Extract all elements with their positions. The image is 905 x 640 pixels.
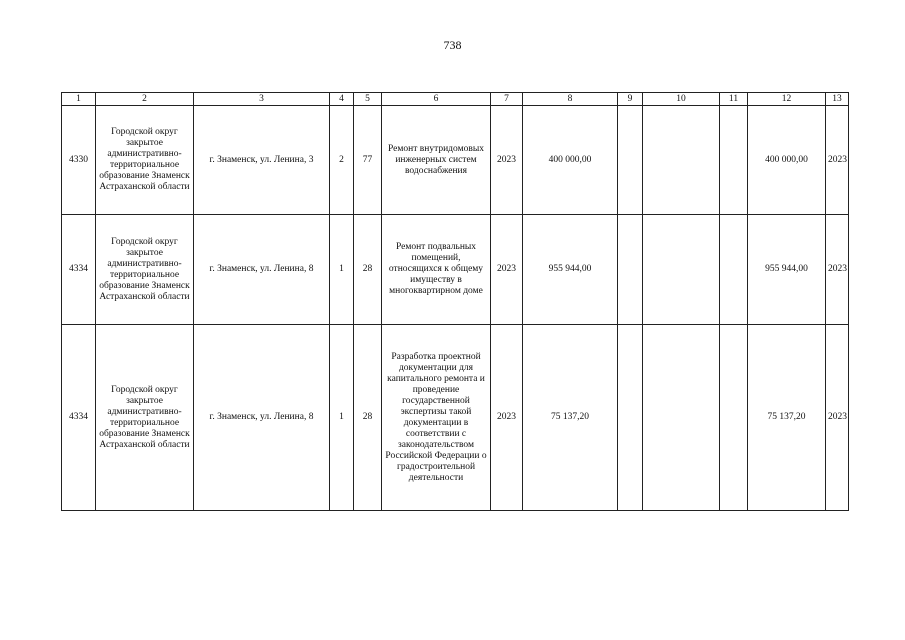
- total-cost-cell: 400 000,00: [523, 106, 618, 215]
- col-9-cell: [618, 106, 643, 215]
- row-number-cell: 4334: [62, 215, 96, 325]
- col-4-cell: 2: [330, 106, 354, 215]
- cost-cell: 955 944,00: [748, 215, 826, 325]
- col-10-cell: [643, 106, 720, 215]
- column-header-13: 13: [826, 93, 849, 106]
- total-cost-cell: 75 137,20: [523, 325, 618, 511]
- address-cell: г. Знаменск, ул. Ленина, 8: [194, 325, 330, 511]
- column-header-10: 10: [643, 93, 720, 106]
- col-4-cell: 1: [330, 215, 354, 325]
- work-type-cell: Разработка проектной документации для капитального ремонта и проведение государственной экспертизы такой документации в соответствии с законодательством Российской Федерации о градостроительной деятельности: [382, 325, 491, 511]
- work-type-cell: Ремонт подвальных помещений, относящихся к общему имуществу в многоквартирном доме: [382, 215, 491, 325]
- col-11-cell: [720, 325, 748, 511]
- table-row: [62, 106, 849, 215]
- column-header-8: 8: [523, 93, 618, 106]
- address-cell: г. Знаменск, ул. Ленина, 8: [194, 215, 330, 325]
- year-cell: 2023: [491, 106, 523, 215]
- year-end-cell: 2023: [826, 215, 849, 325]
- row-number-cell: 4330: [62, 106, 96, 215]
- col-11-cell: [720, 106, 748, 215]
- column-header-7: 7: [491, 93, 523, 106]
- page-number: 738: [443, 38, 462, 52]
- col-10-cell: [643, 215, 720, 325]
- table-row: [62, 215, 849, 325]
- col-5-cell: 77: [354, 106, 382, 215]
- register-table: [61, 92, 849, 511]
- column-header-6: 6: [382, 93, 491, 106]
- year-end-cell: 2023: [826, 106, 849, 215]
- col-5-cell: 28: [354, 215, 382, 325]
- year-cell: 2023: [491, 325, 523, 511]
- column-header-9: 9: [618, 93, 643, 106]
- column-header-4: 4: [330, 93, 354, 106]
- column-header-5: 5: [354, 93, 382, 106]
- municipality-cell: Городской округ закрытое административно-территориальное образование Знаменск Астраханской области: [96, 215, 194, 325]
- col-11-cell: [720, 215, 748, 325]
- total-cost-cell: 955 944,00: [523, 215, 618, 325]
- col-10-cell: [643, 325, 720, 511]
- municipality-cell: Городской округ закрытое административно-территориальное образование Знаменск Астраханской области: [96, 106, 194, 215]
- column-header-2: 2: [96, 93, 194, 106]
- row-number-cell: 4334: [62, 325, 96, 511]
- table-row: [62, 325, 849, 511]
- header-row: [62, 93, 849, 106]
- year-end-cell: 2023: [826, 325, 849, 511]
- work-type-cell: Ремонт внутридомовых инженерных систем водоснабжения: [382, 106, 491, 215]
- column-header-3: 3: [194, 93, 330, 106]
- col-9-cell: [618, 215, 643, 325]
- column-header-12: 12: [748, 93, 826, 106]
- municipality-cell: Городской округ закрытое административно-территориальное образование Знаменск Астраханской области: [96, 325, 194, 511]
- column-header-1: 1: [62, 93, 96, 106]
- column-header-11: 11: [720, 93, 748, 106]
- col-9-cell: [618, 325, 643, 511]
- cost-cell: 400 000,00: [748, 106, 826, 215]
- col-4-cell: 1: [330, 325, 354, 511]
- cost-cell: 75 137,20: [748, 325, 826, 511]
- year-cell: 2023: [491, 215, 523, 325]
- address-cell: г. Знаменск, ул. Ленина, 3: [194, 106, 330, 215]
- col-5-cell: 28: [354, 325, 382, 511]
